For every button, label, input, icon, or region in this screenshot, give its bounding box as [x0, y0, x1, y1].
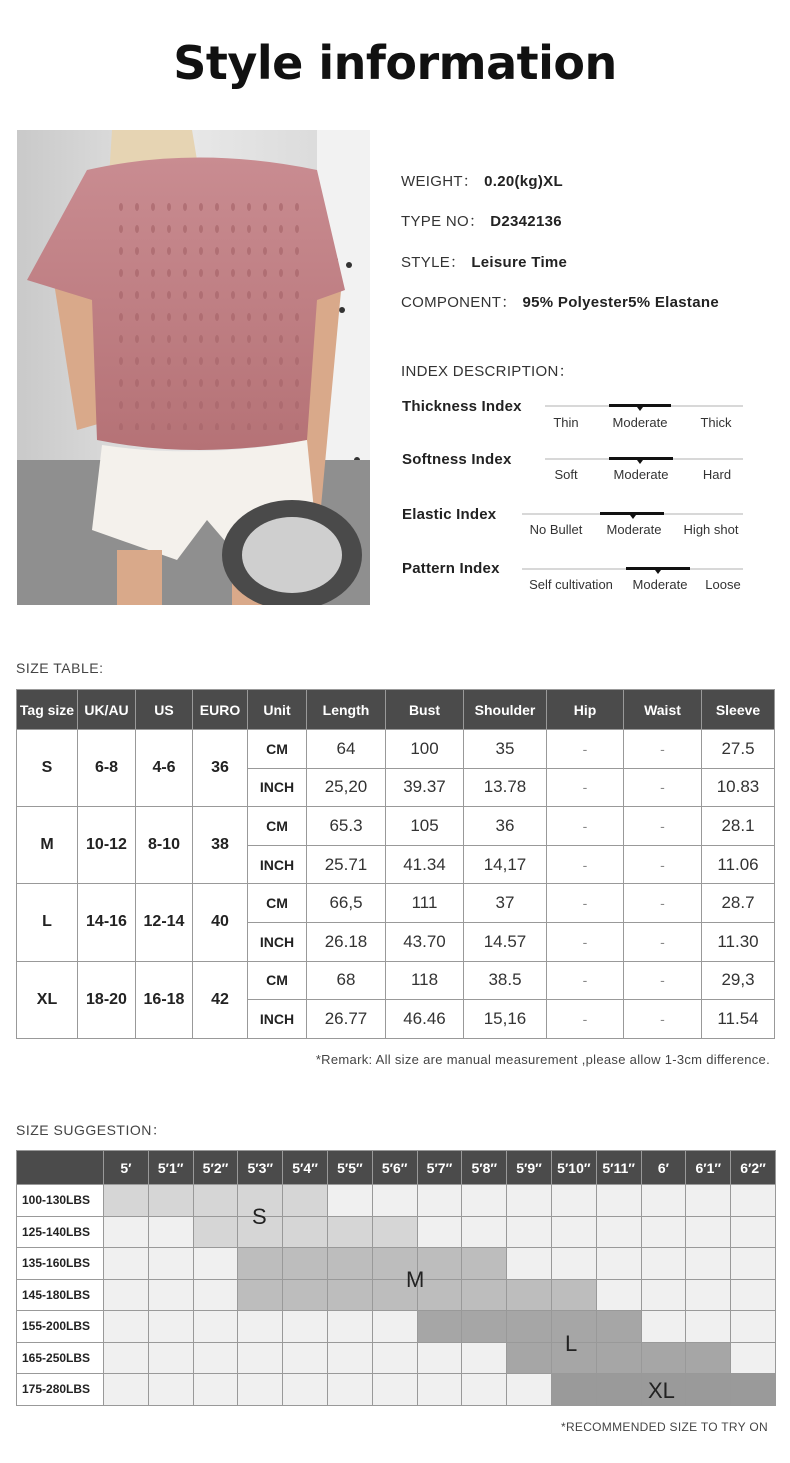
measure-cell: 28.7	[702, 884, 775, 923]
grid-cell	[417, 1185, 462, 1217]
grid-cell	[104, 1185, 149, 1217]
grid-cell	[104, 1311, 149, 1343]
height-header: 5′5″	[327, 1151, 372, 1185]
grid-cell	[686, 1342, 731, 1374]
grid-cell	[327, 1216, 372, 1248]
grid-cell	[641, 1342, 686, 1374]
measure-cell: -	[547, 845, 624, 884]
unit-cell: CM	[248, 730, 307, 769]
size-cell-uk: 10-12	[78, 807, 136, 884]
size-table-header	[17, 690, 775, 730]
suggestion-row	[17, 1311, 776, 1343]
softness-index-label: Softness Index	[402, 451, 512, 468]
size-letter-xl: XL	[648, 1378, 675, 1403]
grid-cell	[507, 1374, 552, 1406]
height-header: 6′2″	[731, 1151, 776, 1185]
page-title: Style information	[173, 36, 617, 90]
grid-cell	[731, 1374, 776, 1406]
grid-cell	[641, 1311, 686, 1343]
thickness-option: Moderate	[612, 415, 668, 430]
grid-cell	[283, 1185, 328, 1217]
grid-cell	[551, 1185, 596, 1217]
suggestion-header	[17, 1151, 776, 1185]
suggestion-row	[17, 1342, 776, 1374]
weight-label: 145-180LBS	[17, 1279, 104, 1311]
grid-cell	[596, 1374, 641, 1406]
measure-cell: 28.1	[702, 807, 775, 846]
measure-cell: -	[547, 1000, 624, 1039]
grid-cell	[596, 1311, 641, 1343]
height-header: 5′6″	[372, 1151, 417, 1185]
grid-cell	[462, 1374, 507, 1406]
grid-cell	[148, 1279, 193, 1311]
grid-cell	[193, 1216, 238, 1248]
grid-cell	[148, 1248, 193, 1280]
column-header: US	[136, 690, 193, 730]
grid-cell	[417, 1311, 462, 1343]
measure-cell: -	[624, 1000, 702, 1039]
measure-cell: -	[547, 768, 624, 807]
grid-cell	[148, 1185, 193, 1217]
spec-style	[401, 251, 567, 272]
measure-cell: -	[624, 961, 702, 1000]
grid-cell	[283, 1216, 328, 1248]
size-cell-uk: 14-16	[78, 884, 136, 961]
grid-cell	[641, 1248, 686, 1280]
grid-cell	[327, 1185, 372, 1217]
size-cell-euro: 38	[193, 807, 248, 884]
size-suggestion-grid	[16, 1150, 776, 1406]
measure-cell: 105	[386, 807, 464, 846]
measure-cell: -	[547, 961, 624, 1000]
elastic-index-label: Elastic Index	[402, 506, 497, 523]
measure-cell: 13.78	[464, 768, 547, 807]
grid-cell	[283, 1311, 328, 1343]
measure-cell: 29,3	[702, 961, 775, 1000]
spec-label: COMPONENT：	[401, 294, 517, 311]
product-photo	[17, 130, 370, 605]
thickness-index-label: Thickness Index	[402, 398, 522, 415]
unit-cell: CM	[248, 961, 307, 1000]
measure-cell: 27.5	[702, 730, 775, 769]
table-row	[17, 730, 775, 769]
grid-cell	[641, 1279, 686, 1311]
size-cell-tag: M	[17, 807, 78, 884]
size-cell-tag: L	[17, 884, 78, 961]
index-description-heading: INDEX DESCRIPTION：	[401, 363, 574, 380]
measure-cell: -	[624, 922, 702, 961]
grid-cell	[104, 1342, 149, 1374]
measure-cell: 43.70	[386, 922, 464, 961]
grid-cell	[148, 1342, 193, 1374]
suggestion-row	[17, 1248, 776, 1280]
spec-label: WEIGHT：	[401, 173, 479, 190]
unit-cell: INCH	[248, 768, 307, 807]
grid-cell	[551, 1279, 596, 1311]
measure-cell: 65.3	[307, 807, 386, 846]
measure-cell: 25.71	[307, 845, 386, 884]
size-cell-tag: XL	[17, 961, 78, 1038]
grid-cell	[283, 1248, 328, 1280]
height-header: 6′1″	[686, 1151, 731, 1185]
measure-cell: 68	[307, 961, 386, 1000]
grid-cell	[238, 1311, 283, 1343]
grid-cell	[283, 1342, 328, 1374]
measure-cell: 11.54	[702, 1000, 775, 1039]
grid-cell	[104, 1374, 149, 1406]
grid-cell	[686, 1216, 731, 1248]
size-table	[16, 689, 775, 1039]
measure-cell: 26.77	[307, 1000, 386, 1039]
spec-value: 0.20(kg)XL	[484, 173, 563, 190]
table-row	[17, 884, 775, 923]
measure-cell: -	[547, 884, 624, 923]
grid-cell	[686, 1279, 731, 1311]
measure-cell: 46.46	[386, 1000, 464, 1039]
grid-cell	[193, 1185, 238, 1217]
measure-cell: 14.57	[464, 922, 547, 961]
grid-cell	[551, 1374, 596, 1406]
grid-cell	[731, 1185, 776, 1217]
size-cell-euro: 36	[193, 730, 248, 807]
grid-cell	[417, 1342, 462, 1374]
unit-cell: INCH	[248, 1000, 307, 1039]
suggestion-row	[17, 1216, 776, 1248]
softness-option: Moderate	[613, 467, 669, 482]
grid-cell	[327, 1342, 372, 1374]
grid-cell	[641, 1216, 686, 1248]
spec-value: D2342136	[490, 213, 562, 230]
softness-option: Hard	[702, 467, 732, 482]
height-header: 6′	[641, 1151, 686, 1185]
grid-cell	[686, 1311, 731, 1343]
elastic-option: Moderate	[606, 522, 662, 537]
grid-cell	[596, 1279, 641, 1311]
column-header: Shoulder	[464, 690, 547, 730]
column-header: Sleeve	[702, 690, 775, 730]
spec-type-no	[401, 210, 562, 231]
measure-cell: -	[547, 807, 624, 846]
measure-cell: 41.34	[386, 845, 464, 884]
height-header: 5′1″	[148, 1151, 193, 1185]
grid-cell	[238, 1248, 283, 1280]
unit-cell: CM	[248, 884, 307, 923]
pattern-index-label: Pattern Index	[402, 560, 500, 577]
grid-cell	[193, 1248, 238, 1280]
measure-cell: 118	[386, 961, 464, 1000]
weight-label: 100-130LBS	[17, 1185, 104, 1217]
size-cell-us: 16-18	[136, 961, 193, 1038]
grid-cell	[686, 1248, 731, 1280]
measure-cell: -	[624, 768, 702, 807]
size-cell-us: 4-6	[136, 730, 193, 807]
weight-label: 125-140LBS	[17, 1216, 104, 1248]
remark-note: *Remark: All size are manual measurement ,please allow 1-3cm difference.	[315, 1052, 770, 1067]
measure-cell: 111	[386, 884, 464, 923]
height-header: 5′10″	[551, 1151, 596, 1185]
grid-cell	[193, 1342, 238, 1374]
grid-cell	[551, 1248, 596, 1280]
grid-cell	[148, 1216, 193, 1248]
measure-cell: 25,20	[307, 768, 386, 807]
grid-cell	[551, 1216, 596, 1248]
measure-cell: 10.83	[702, 768, 775, 807]
recommend-note: *RECOMMENDED SIZE TO TRY ON	[560, 1420, 768, 1434]
measure-cell: -	[624, 845, 702, 884]
grid-cell	[686, 1185, 731, 1217]
measure-cell: 26.18	[307, 922, 386, 961]
size-cell-uk: 6-8	[78, 730, 136, 807]
size-letter-s: S	[252, 1204, 267, 1229]
column-header: Length	[307, 690, 386, 730]
measure-cell: 35	[464, 730, 547, 769]
grid-cell	[417, 1374, 462, 1406]
measure-cell: -	[547, 922, 624, 961]
size-cell-euro: 42	[193, 961, 248, 1038]
grid-cell	[238, 1374, 283, 1406]
pattern-option: Moderate	[632, 577, 688, 592]
grid-cell	[462, 1216, 507, 1248]
grid-cell	[327, 1311, 372, 1343]
height-header: 5′3″	[238, 1151, 283, 1185]
grid-cell	[327, 1374, 372, 1406]
suggestion-row	[17, 1279, 776, 1311]
grid-cell	[596, 1185, 641, 1217]
unit-cell: CM	[248, 807, 307, 846]
weight-label: 155-200LBS	[17, 1311, 104, 1343]
grid-cell	[417, 1216, 462, 1248]
pattern-option: Loose	[705, 577, 741, 592]
column-header: Tag size	[17, 690, 78, 730]
column-header: UK/AU	[78, 690, 136, 730]
spec-label: STYLE：	[401, 254, 466, 271]
grid-cell	[462, 1311, 507, 1343]
elastic-option: No Bullet	[529, 522, 583, 537]
weight-label: 175-280LBS	[17, 1374, 104, 1406]
size-letter-l: L	[565, 1331, 578, 1356]
size-cell-uk: 18-20	[78, 961, 136, 1038]
grid-cell	[148, 1311, 193, 1343]
height-header: 5′11″	[596, 1151, 641, 1185]
grid-cell	[507, 1248, 552, 1280]
column-header: Waist	[624, 690, 702, 730]
grid-cell	[641, 1185, 686, 1217]
spec-label: TYPE NO：	[401, 213, 485, 230]
grid-cell	[104, 1216, 149, 1248]
measure-cell: 100	[386, 730, 464, 769]
height-header: 5′2″	[193, 1151, 238, 1185]
suggestion-row	[17, 1185, 776, 1217]
grid-cell	[372, 1185, 417, 1217]
grid-cell	[731, 1342, 776, 1374]
measure-cell: 36	[464, 807, 547, 846]
height-header: 5′	[104, 1151, 149, 1185]
column-header: Unit	[248, 690, 307, 730]
spec-weight	[401, 170, 563, 191]
grid-cell	[507, 1216, 552, 1248]
elastic-index-marker	[630, 515, 636, 519]
size-table-label: SIZE TABLE:	[16, 660, 104, 676]
grid-cell	[596, 1248, 641, 1280]
grid-cell	[596, 1342, 641, 1374]
grid-cell	[731, 1279, 776, 1311]
pattern-option: Self cultivation	[529, 577, 613, 592]
size-suggestion-label: SIZE SUGGESTION：	[16, 1122, 167, 1138]
column-header: Hip	[547, 690, 624, 730]
measure-cell: -	[624, 807, 702, 846]
grid-cell	[731, 1311, 776, 1343]
thickness-option: Thin	[553, 415, 579, 430]
softness-option: Soft	[554, 467, 578, 482]
elastic-option: High shot	[683, 522, 739, 537]
column-header: EURO	[193, 690, 248, 730]
grid-cell	[327, 1248, 372, 1280]
pattern-index-marker	[655, 570, 661, 574]
grid-cell	[731, 1248, 776, 1280]
measure-cell: 66,5	[307, 884, 386, 923]
grid-cell	[193, 1374, 238, 1406]
grid-cell	[238, 1342, 283, 1374]
height-header: 5′9″	[507, 1151, 552, 1185]
height-header: 5′7″	[417, 1151, 462, 1185]
grid-cell	[372, 1216, 417, 1248]
size-letter-m: M	[406, 1267, 425, 1292]
grid-cell	[462, 1248, 507, 1280]
grid-cell	[104, 1279, 149, 1311]
unit-cell: INCH	[248, 845, 307, 884]
grid-cell	[507, 1311, 552, 1343]
measure-cell: 39.37	[386, 768, 464, 807]
measure-cell: -	[624, 884, 702, 923]
weight-label: 135-160LBS	[17, 1248, 104, 1280]
grid-cell	[686, 1374, 731, 1406]
thickness-index-marker	[637, 407, 643, 411]
column-header: Bust	[386, 690, 464, 730]
measure-cell: -	[624, 730, 702, 769]
grid-cell	[731, 1216, 776, 1248]
softness-index-marker	[637, 460, 643, 464]
measure-cell: 14,17	[464, 845, 547, 884]
grid-cell	[507, 1342, 552, 1374]
measure-cell: 11.30	[702, 922, 775, 961]
grid-cell	[372, 1374, 417, 1406]
height-header: 5′4″	[283, 1151, 328, 1185]
spec-component	[401, 291, 719, 312]
measure-cell: 15,16	[464, 1000, 547, 1039]
grid-cell	[283, 1374, 328, 1406]
grid-cell	[507, 1279, 552, 1311]
measure-cell: 37	[464, 884, 547, 923]
spec-value: 95% Polyester5% Elastane	[522, 294, 719, 311]
grid-cell	[193, 1311, 238, 1343]
grid-cell	[462, 1279, 507, 1311]
grid-cell	[283, 1279, 328, 1311]
measure-cell: 11.06	[702, 845, 775, 884]
size-cell-us: 8-10	[136, 807, 193, 884]
thickness-option: Thick	[700, 415, 732, 430]
grid-cell	[193, 1279, 238, 1311]
grid-cell	[507, 1185, 552, 1217]
height-header: 5′8″	[462, 1151, 507, 1185]
grid-cell	[596, 1216, 641, 1248]
table-row	[17, 807, 775, 846]
measure-cell: 64	[307, 730, 386, 769]
measure-cell: 38.5	[464, 961, 547, 1000]
grid-cell	[104, 1248, 149, 1280]
table-row	[17, 961, 775, 1000]
grid-cell	[372, 1311, 417, 1343]
weight-label: 165-250LBS	[17, 1342, 104, 1374]
grid-cell	[148, 1374, 193, 1406]
grid-cell	[462, 1342, 507, 1374]
grid-cell	[327, 1279, 372, 1311]
size-cell-us: 12-14	[136, 884, 193, 961]
size-cell-tag: S	[17, 730, 78, 807]
grid-cell	[238, 1279, 283, 1311]
measure-cell: -	[547, 730, 624, 769]
grid-cell	[372, 1342, 417, 1374]
size-cell-euro: 40	[193, 884, 248, 961]
unit-cell: INCH	[248, 922, 307, 961]
corner-header	[17, 1151, 104, 1185]
spec-value: Leisure Time	[471, 254, 568, 271]
grid-cell	[462, 1185, 507, 1217]
